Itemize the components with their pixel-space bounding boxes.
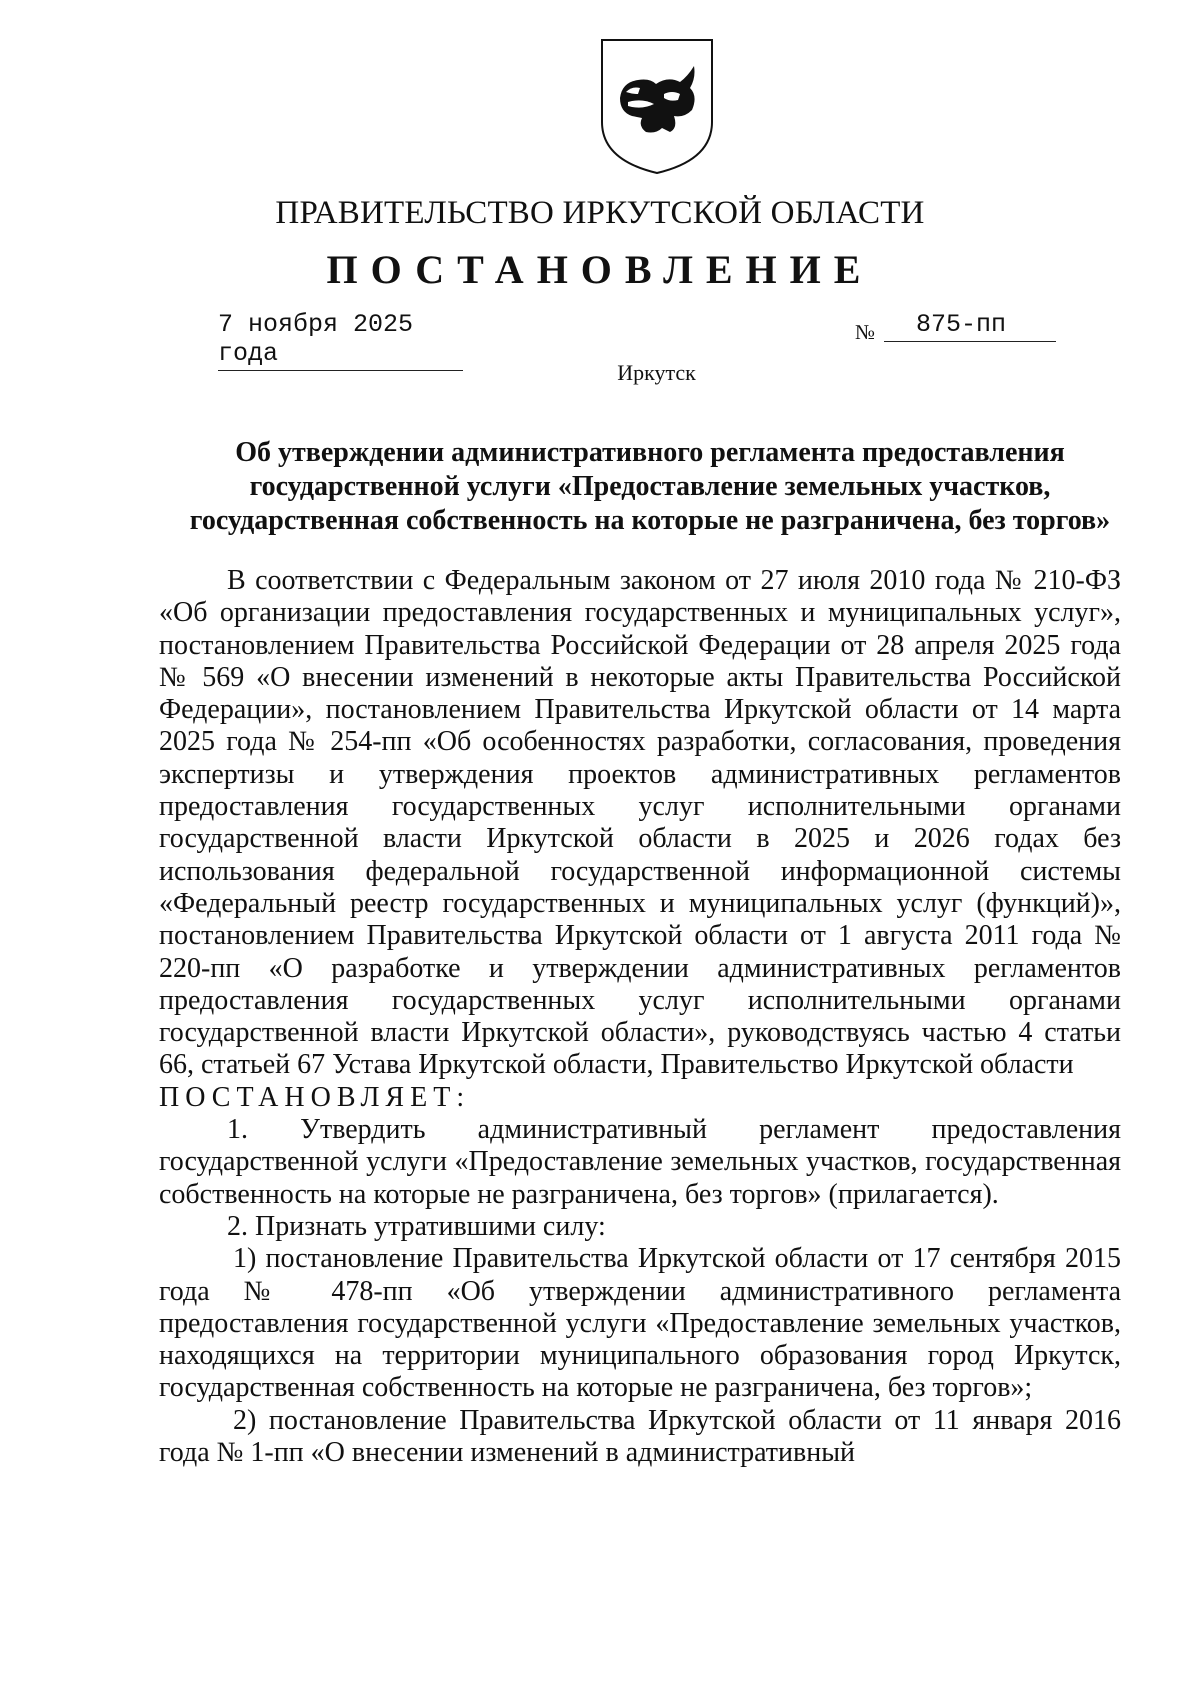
item-2-paragraph: 2. Признать утратившими силу: xyxy=(227,1210,606,1242)
preamble-paragraph: В соответствии с Федеральным законом от 27 июля 2010 года № 210-ФЗ «Об организации предоставления государственных и муниципальных услуг», постановлением Правительства Российской Федерации от 28 апреля 2025 года № 569 «О внесении изменений в некоторые акты Правительства Российской Федерации», постановлением Правительства Иркутской области от 14 марта 2025 года № 254-пп «Об особенностях разработки, согласования, проведения экспертизы и утверждения проектов административных регламентов предоставления государственных услуг исполнительными органами государственной власти Иркутской области в 2025 и 2026 годах без использования федеральной государственной информационной системы «Федеральный реестр государственных и муниципальных услуг (функций)», постановлением Правительства Иркутской области от 1 августа 2011 года № 220-пп «О разработке и утверждении административных регламентов предоставления государственных услуг исполнительными органами государственной власти Иркутской области», руководствуясь частью 4 статьи 66, статьей 67 Устава Иркутской области, Правительство Иркутской области xyxy=(159,565,1121,1081)
coat-of-arms-icon xyxy=(598,36,716,176)
title-line: Об утверждении административного регламента предоставления xyxy=(235,437,1065,468)
item-2-1-paragraph: 1) постановление Правительства Иркутской области от 17 сентября 2015 года № 478-пп «Об утверждении административного регламента предоставления государственной услуги «Предоставление земельных участков, находящихся на территории муниципального образования город Иркутск, государственная собственность на которые не разграничена, без торгов»; xyxy=(159,1243,1121,1404)
item-2-2-paragraph: 2) постановление Правительства Иркутской области от 11 января 2016 года № 1-пп «О внесении изменений в административный xyxy=(159,1404,1121,1469)
document-date: 7 ноября 2025 года xyxy=(218,310,463,371)
title-line: государственная собственность на которые не разграничена, без торгов» xyxy=(189,505,1111,536)
title-line: государственной услуги «Предоставление земельных участков, xyxy=(249,471,1051,502)
decree-word: ПОСТАНОВЛЯЕТ: xyxy=(159,1081,471,1113)
document-type: ПОСТАНОВЛЕНИЕ xyxy=(326,247,874,292)
document-title xyxy=(150,436,1150,538)
document-body xyxy=(159,565,1121,1469)
number-sign: № xyxy=(855,320,876,344)
document-city: Иркутск xyxy=(617,360,696,385)
organization-name: ПРАВИТЕЛЬСТВО ИРКУТСКОЙ ОБЛАСТИ xyxy=(275,195,925,231)
document-number: 875-пп xyxy=(884,310,1056,342)
item-1-paragraph: 1. Утвердить административный регламент предоставления государственной услуги «Предоставление земельных участков, государственная собственность на которые не разграничена, без торгов» (прилагается). xyxy=(159,1114,1121,1210)
